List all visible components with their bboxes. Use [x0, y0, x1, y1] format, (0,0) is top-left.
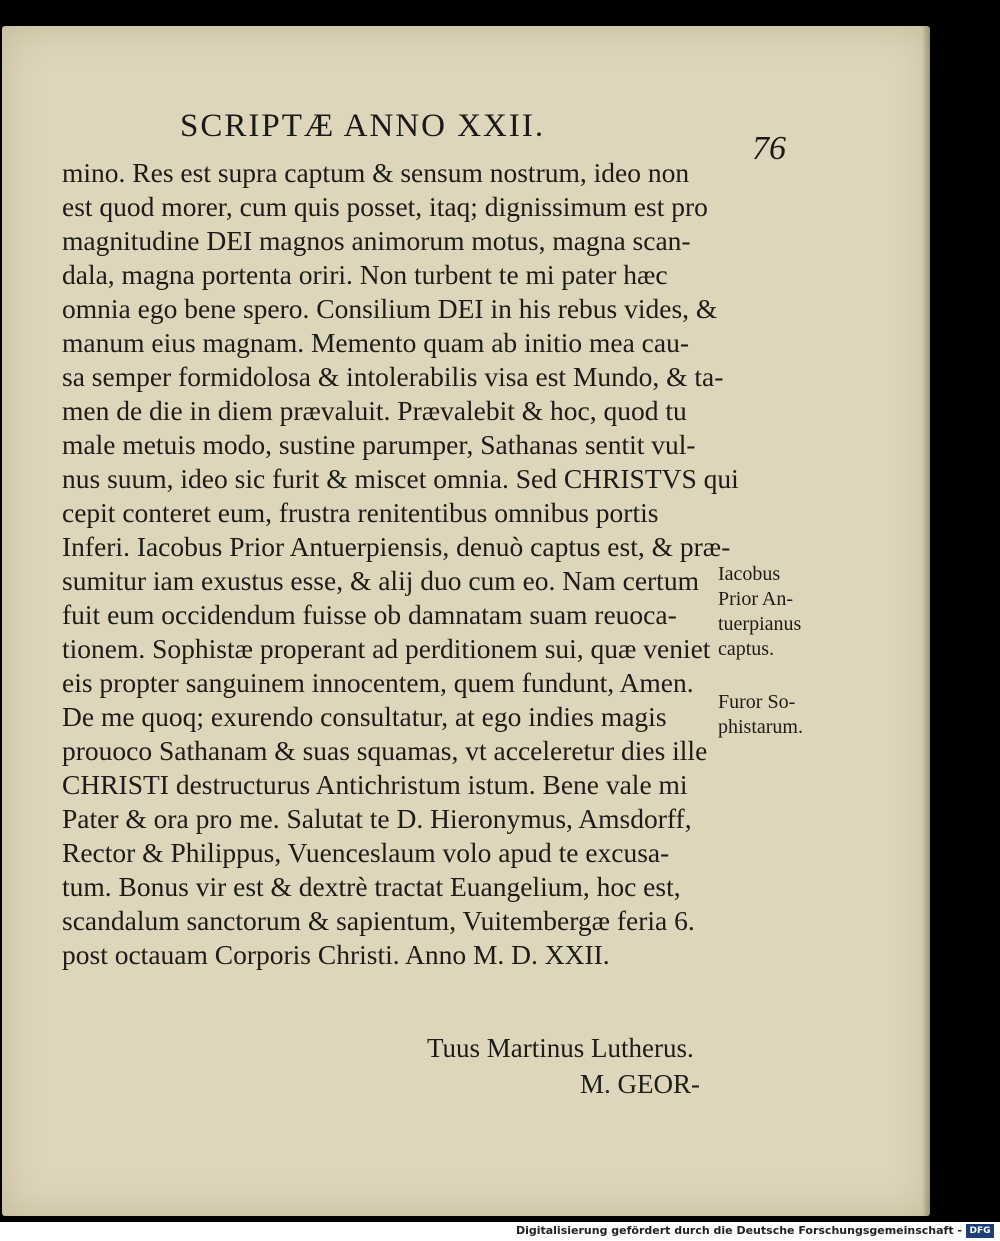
text-line: male metuis modo, sustine parumper, Sathanas sentit vul-: [62, 429, 696, 460]
page-number: 76: [752, 130, 786, 167]
margin-note-line: tuerpianus: [718, 613, 802, 635]
text-line: mino. Res est supra captum & sensum nostrum, ideo non: [62, 157, 690, 188]
text-line: nus suum, ideo sic furit & miscet omnia. Sed CHRISTVS qui: [62, 463, 739, 494]
text-line: manum eius magnam. Memento quam ab initio mea cau-: [62, 327, 689, 358]
text-line: cepit conteret eum, frustra renitentibus omnibus portis: [62, 497, 659, 528]
text-line: eis propter sanguinem innocentem, quem fundunt, Amen.: [62, 667, 694, 698]
margin-note-furor: [718, 690, 828, 740]
credit-text: Digitalisierung gefördert durch die Deutsche Forschungsgemeinschaft -: [515, 1224, 962, 1237]
text-line: De me quoq; exurendo consultatur, at ego indies magis: [62, 701, 667, 732]
text-line: CHRISTI destructurus Antichristum istum. Bene vale mi: [62, 769, 688, 800]
dfg-logo-icon: DFG: [966, 1224, 994, 1238]
text-line: Inferi. Iacobus Prior Antuerpiensis, denuò captus est, & præ-: [62, 531, 731, 562]
catchword: M. GEOR-: [580, 1069, 700, 1099]
text-line: Pater & ora pro me. Salutat te D. Hieronymus, Amsdorff,: [62, 803, 692, 834]
margin-notes: [718, 562, 828, 768]
text-line: magnitudine DEI magnos animorum motus, magna scan-: [62, 225, 691, 256]
credit-bar: [0, 1222, 1000, 1241]
text-line: sumitur iam exustus esse, & alij duo cum eo. Nam certum: [62, 565, 699, 596]
text-line: prouoco Sathanam & suas squamas, vt acceleretur dies ille: [62, 735, 708, 766]
margin-note-line: phistarum.: [718, 716, 803, 738]
text-line: men de die in diem prævaluit. Prævalebit & hoc, quod tu: [62, 395, 687, 426]
text-line: post octauam Corporis Christi. Anno M. D. XXII.: [62, 939, 610, 970]
text-line: dala, magna portenta oriri. Non turbent te mi pater hæc: [62, 259, 668, 290]
text-line: tum. Bonus vir est & dextrè tractat Euangelium, hoc est,: [62, 871, 681, 902]
running-head: SCRIPTÆ ANNO XXII.: [180, 108, 546, 144]
text-line: tionem. Sophistæ properant ad perditionem sui, quæ veniet: [62, 633, 711, 664]
text-line: est quod morer, cum quis posset, itaq; dignissimum est pro: [62, 191, 708, 222]
signature: Tuus Martinus Lutherus.: [427, 1033, 694, 1063]
text-line: sa semper formidolosa & intolerabilis visa est Mundo, & ta-: [62, 361, 724, 392]
text-line: omnia ego bene spero. Consilium DEI in his rebus vides, &: [62, 293, 718, 324]
body-text: [62, 156, 739, 972]
text-line: scandalum sanctorum & sapientum, Vuitembergæ feria 6.: [62, 905, 695, 936]
margin-note-line: Iacobus: [718, 563, 781, 585]
book-page: [2, 26, 930, 1216]
margin-note-line: Furor So-: [718, 691, 796, 713]
text-line: fuit eum occidendum fuisse ob damnatam suam reuoca-: [62, 599, 677, 630]
margin-note-line: captus.: [718, 638, 775, 660]
margin-note-iacobus: [718, 562, 828, 662]
margin-note-line: Prior An-: [718, 588, 793, 610]
text-line: Rector & Philippus, Vuenceslaum volo apud te excusa-: [62, 837, 670, 868]
